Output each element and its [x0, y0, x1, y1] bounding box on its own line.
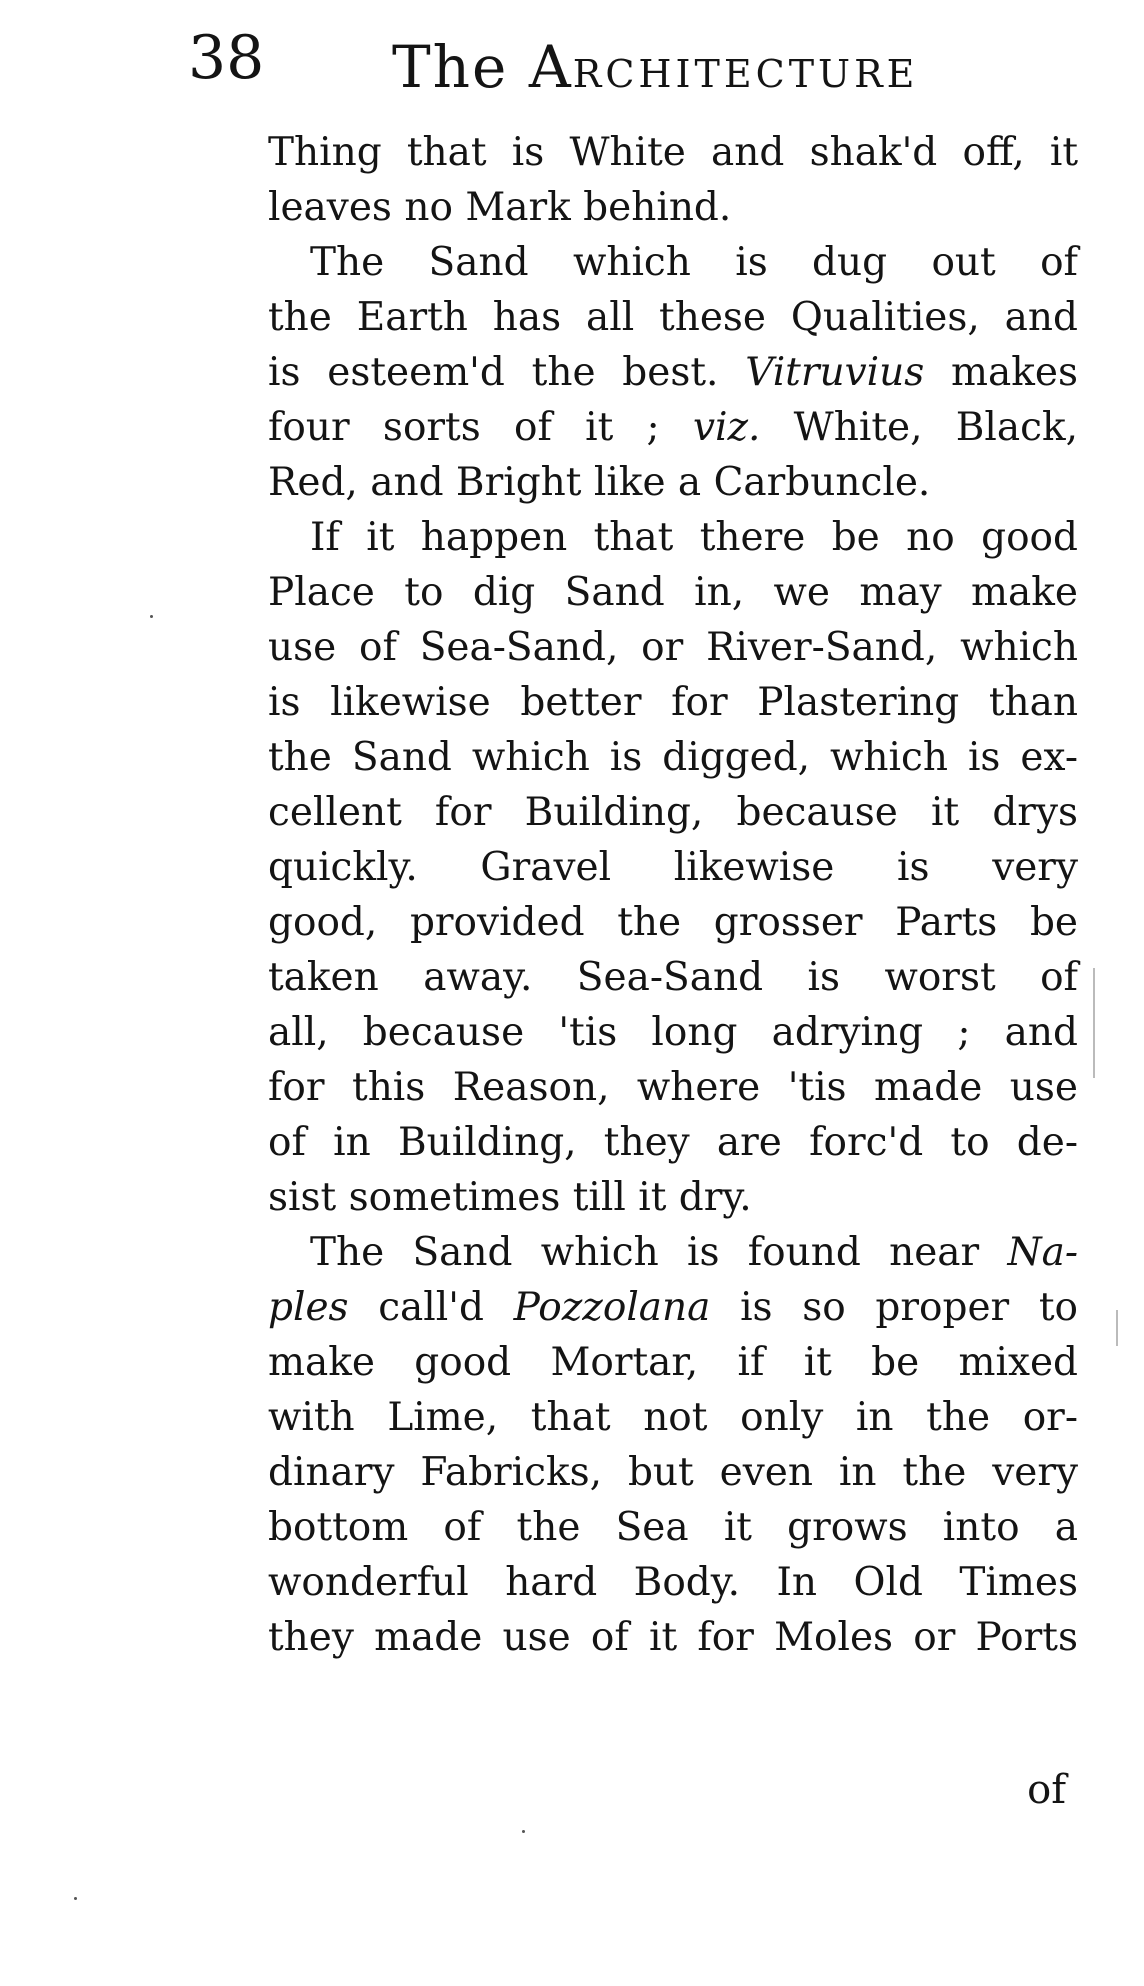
- text-line: use of Sea-Sand, or River-Sand, which: [268, 625, 1078, 670]
- line-segment: makes: [924, 350, 1079, 395]
- page-number: 38: [188, 23, 265, 93]
- text-line: taken away. Sea-Sand is worst of: [268, 955, 1078, 1000]
- running-head-the: The: [392, 33, 509, 101]
- text-line: quickly. Gravel likewise is very: [268, 845, 1078, 890]
- text-line: dinary Fabricks, but even in the very: [268, 1450, 1078, 1495]
- text-line: for this Reason, where 'tis made use: [268, 1065, 1078, 1110]
- italic-place-name: ples: [268, 1285, 349, 1330]
- text-line: is likewise better for Plastering than: [268, 680, 1078, 725]
- text-line: of in Building, they are forc'd to de-: [268, 1120, 1078, 1165]
- paragraph-start-line: [268, 1225, 1078, 1280]
- text-line: the Sand which is digged, which is ex-: [268, 735, 1078, 780]
- paragraph-start-line: If it happen that there be no good: [310, 515, 1078, 560]
- text-line: the Earth has all these Qualities, and: [268, 295, 1078, 340]
- line-segment: The Sand which is found near: [310, 1230, 1008, 1275]
- text-line: all, because 'tis long adrying ; and: [268, 1010, 1078, 1055]
- italic-material-name: Pozzolana: [513, 1285, 711, 1330]
- speck: [150, 615, 153, 618]
- text-line: wonderful hard Body. In Old Times: [268, 1560, 1078, 1605]
- line-segment: four sorts of it ;: [268, 405, 693, 450]
- running-head-initial: A: [528, 33, 573, 101]
- running-head: [392, 33, 919, 101]
- margin-mark: [1093, 968, 1095, 1078]
- line-segment: is so proper to: [710, 1285, 1078, 1330]
- text-line: with Lime, that not only in the or-: [268, 1395, 1078, 1440]
- line-segment: call'd: [348, 1285, 514, 1330]
- text-line: cellent for Building, because it drys: [268, 790, 1078, 835]
- paragraph-start-line: The Sand which is dug out of: [310, 240, 1078, 285]
- line-segment: White, Black,: [760, 405, 1078, 450]
- catchword: of: [1027, 1767, 1066, 1813]
- italic-abbreviation: viz.: [692, 405, 761, 450]
- text-line: [268, 1280, 1078, 1335]
- margin-mark: [1116, 1310, 1118, 1346]
- speck: [522, 1830, 525, 1833]
- text-line: bottom of the Sea it grows into a: [268, 1505, 1078, 1550]
- text-line: leaves no Mark behind.: [268, 185, 732, 230]
- text-line: Red, and Bright like a Carbuncle.: [268, 460, 931, 505]
- body-text: [268, 125, 1078, 1665]
- line-segment: is esteem'd the best.: [268, 350, 746, 395]
- italic-place-name: Na-: [1007, 1230, 1078, 1275]
- text-line: [268, 400, 1078, 455]
- text-line: Place to dig Sand in, we may make: [268, 570, 1078, 615]
- italic-name: Vitruvius: [745, 350, 925, 395]
- text-line: they made use of it for Moles or Ports: [268, 1615, 1078, 1660]
- text-line: make good Mortar, if it be mixed: [268, 1340, 1078, 1385]
- text-line: sist sometimes till it dry.: [268, 1175, 752, 1220]
- speck: [74, 1897, 77, 1900]
- text-line: Thing that is White and shak'd off, it: [268, 130, 1078, 175]
- running-head-rest: RCHITECTURE: [572, 52, 919, 96]
- text-line: good, provided the grosser Parts be: [268, 900, 1078, 945]
- text-line: [268, 345, 1078, 400]
